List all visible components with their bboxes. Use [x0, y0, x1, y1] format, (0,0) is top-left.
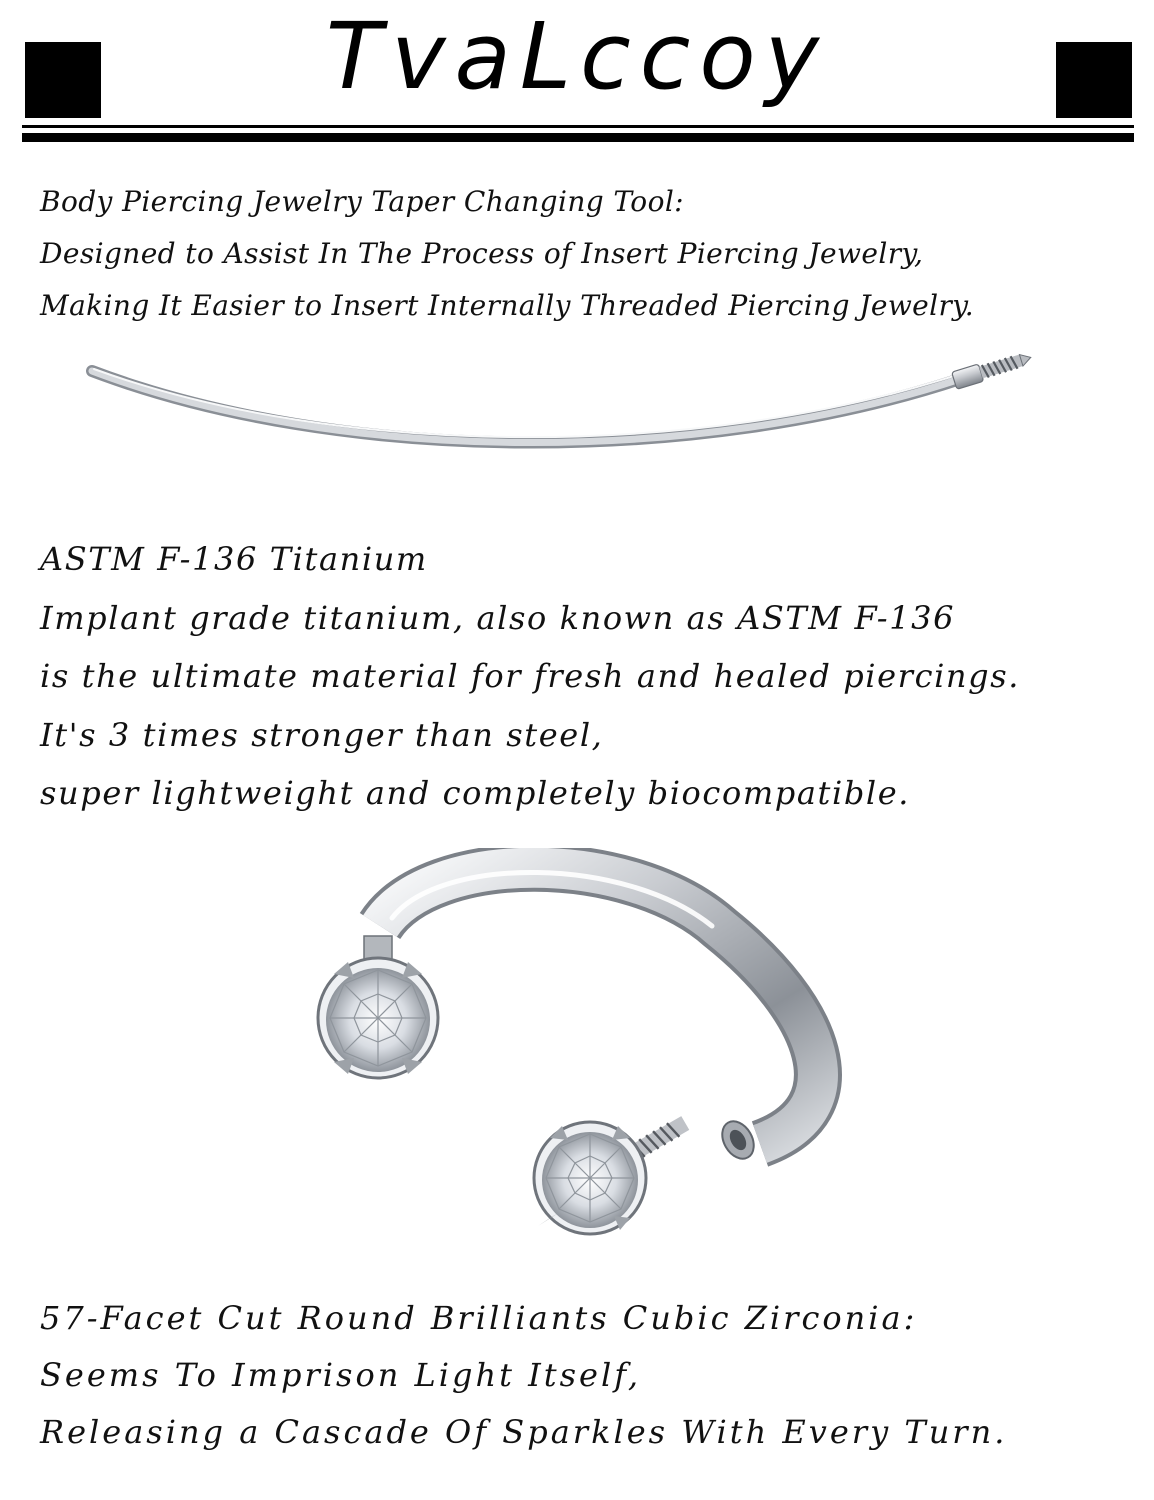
titanium-line: ASTM F-136 Titanium — [40, 540, 428, 578]
zirconia-line: Seems To Imprison Light Itself, — [40, 1356, 642, 1394]
taper-tool-line: Making It Easier to Insert Internally Threaded Piercing Jewelry. — [40, 289, 975, 322]
titanium-line: is the ultimate material for fresh and healed piercings. — [40, 657, 1021, 695]
titanium-line: super lightweight and completely biocompatible. — [40, 774, 911, 812]
zirconia-description — [40, 1290, 1007, 1461]
zirconia-line: 57-Facet Cut Round Brilliants Cubic Zirconia: — [40, 1299, 918, 1337]
titanium-line: It's 3 times stronger than steel, — [40, 715, 604, 754]
horseshoe-ring-icon — [300, 848, 870, 1288]
header-rule-thin — [22, 125, 1134, 128]
taper-tool-description — [40, 176, 974, 332]
zirconia-line: Releasing a Cascade Of Sparkles With Every Turn. — [40, 1413, 1008, 1451]
taper-tool-icon — [80, 345, 1060, 475]
taper-tool-line: Designed to Assist In The Process of Insert Piercing Jewelry, — [40, 237, 924, 270]
brand-logo: TvaLccoy — [325, 3, 829, 110]
header-rule-thick — [22, 133, 1134, 142]
titanium-line: Implant grade titanium, also known as ASTM F-136 — [40, 598, 956, 637]
titanium-description — [40, 530, 1020, 823]
taper-tool-line: Body Piercing Jewelry Taper Changing Tool: — [40, 185, 685, 218]
